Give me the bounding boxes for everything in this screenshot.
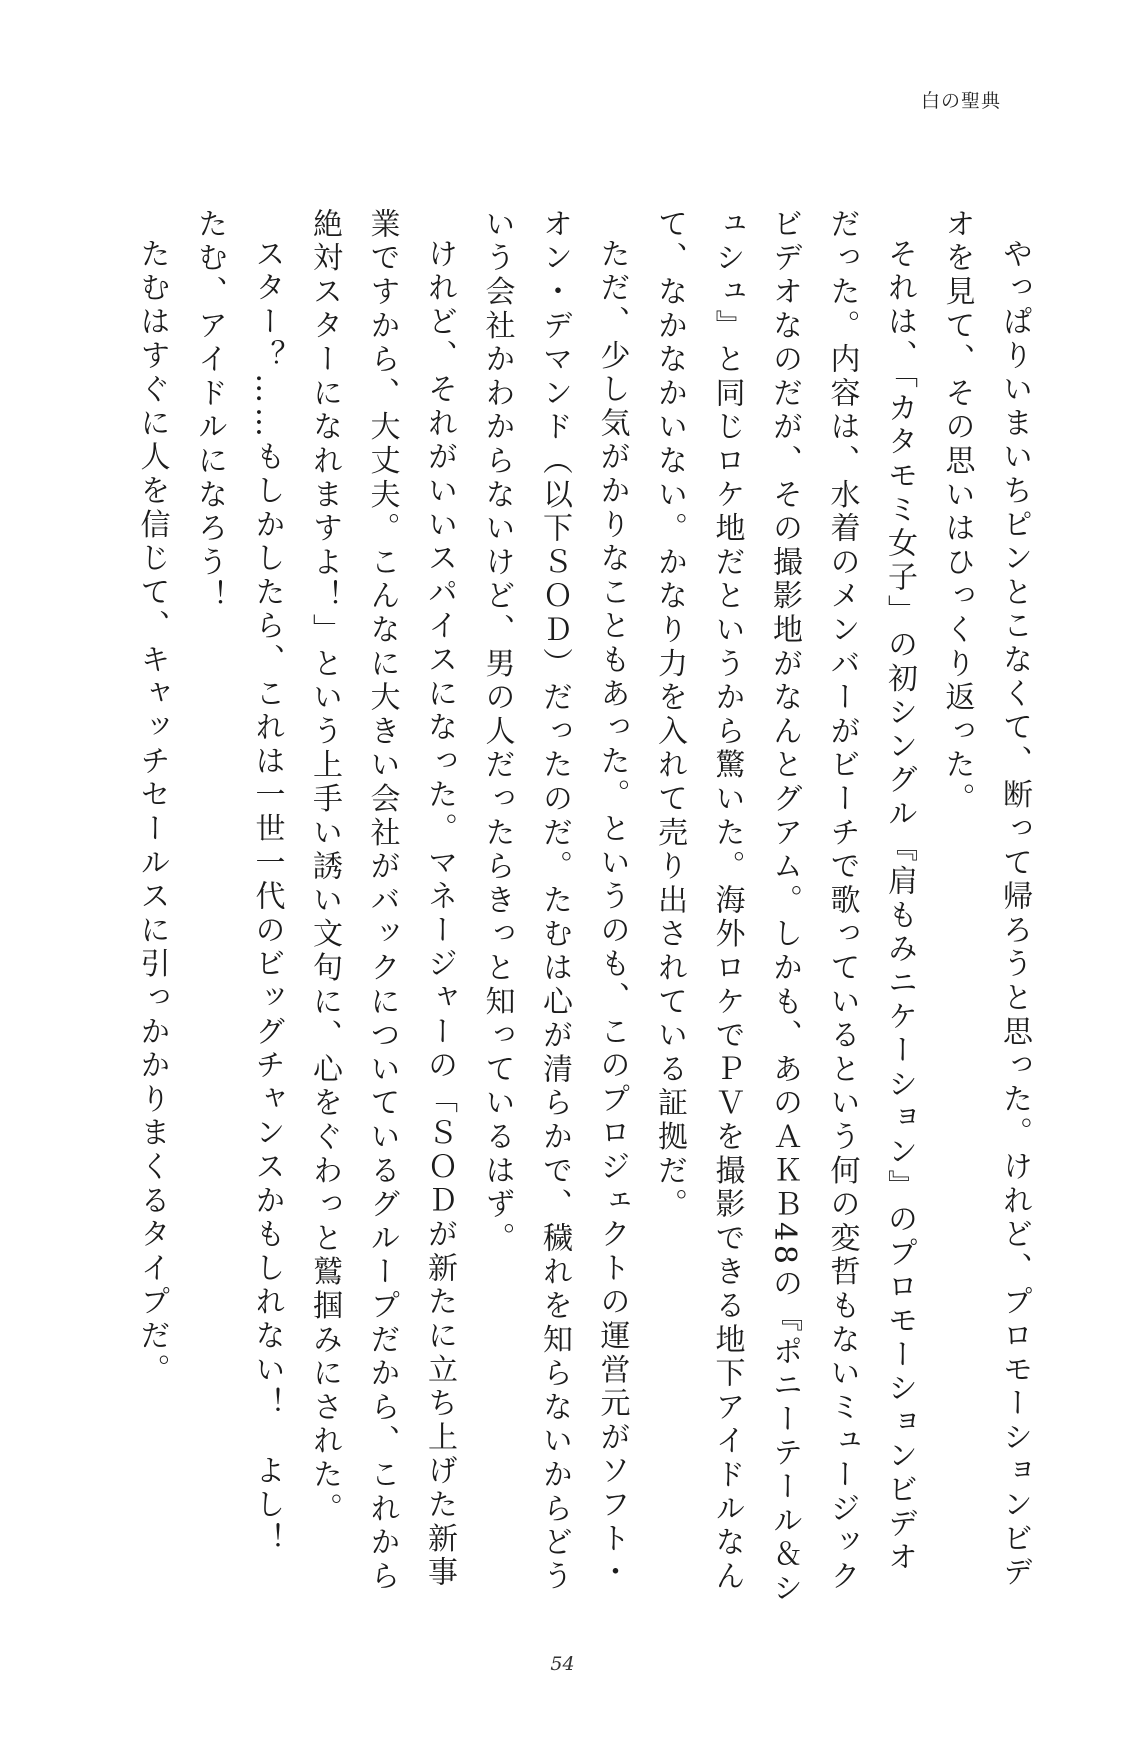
- paragraph-5: スター？……もしかしたら、これは一世一代のビッグチャンスかもしれない！ よし！ たむ、アイドルになろう！: [192, 208, 285, 1591]
- paragraph-4: けれど、それがいいスパイスになった。マネージャーの「ＳＯＤが新たに立ち上げた新事業ですから、大丈夫。こんなに大きい会社がバックについているグループだから、これから絶対スターになれますよ！」という上手い誘い文句に、心をぐわっと鷲掴みにされた。: [307, 208, 457, 1594]
- running-header-title: 白の聖典: [920, 90, 1001, 112]
- paragraph-3: ただ、少し気がかりなこともあった。というのも、このプロジェクトの運営元がソフト・オン・デマンド（以下ＳＯＤ）だったのだ。たむは心が清らかで、穢れを知らないからどういう会社かわからないけど、男の人だったらきっと知っているはず。: [479, 208, 630, 1594]
- paragraph-1: やっぱりいまいちピンとこなくて、断って帰ろうと思った。けれど、プロモーションビデオを見て、その思いはひっくり返った。: [939, 208, 1032, 1590]
- vertical-text-column: [123, 208, 1043, 1608]
- body-text-block: [123, 208, 1032, 1608]
- page-number: 54: [550, 1653, 575, 1675]
- paragraph-6: たむはすぐに人を信じて、キャッチセールスに引っかかりまくるタイプだ。: [134, 238, 170, 1388]
- paragraph-2: それは、「カタモミ女子」の初シングル『肩もみニケーション』のプロモーションビデオだった。内容は、水着のメンバーがビーチで歌っているという何の変哲もないミュージックビデオなのだが、その撮影地がなんとグアム。しかも、あのＡＫＢ48の『ポニーテール＆シュシュ』と同じロケ地だというから驚いた。海外ロケでＰＶを撮影できる地下アイドルなんて、なかなかいない。かなり力を入れて売り出されている証拠だ。: [652, 208, 917, 1606]
